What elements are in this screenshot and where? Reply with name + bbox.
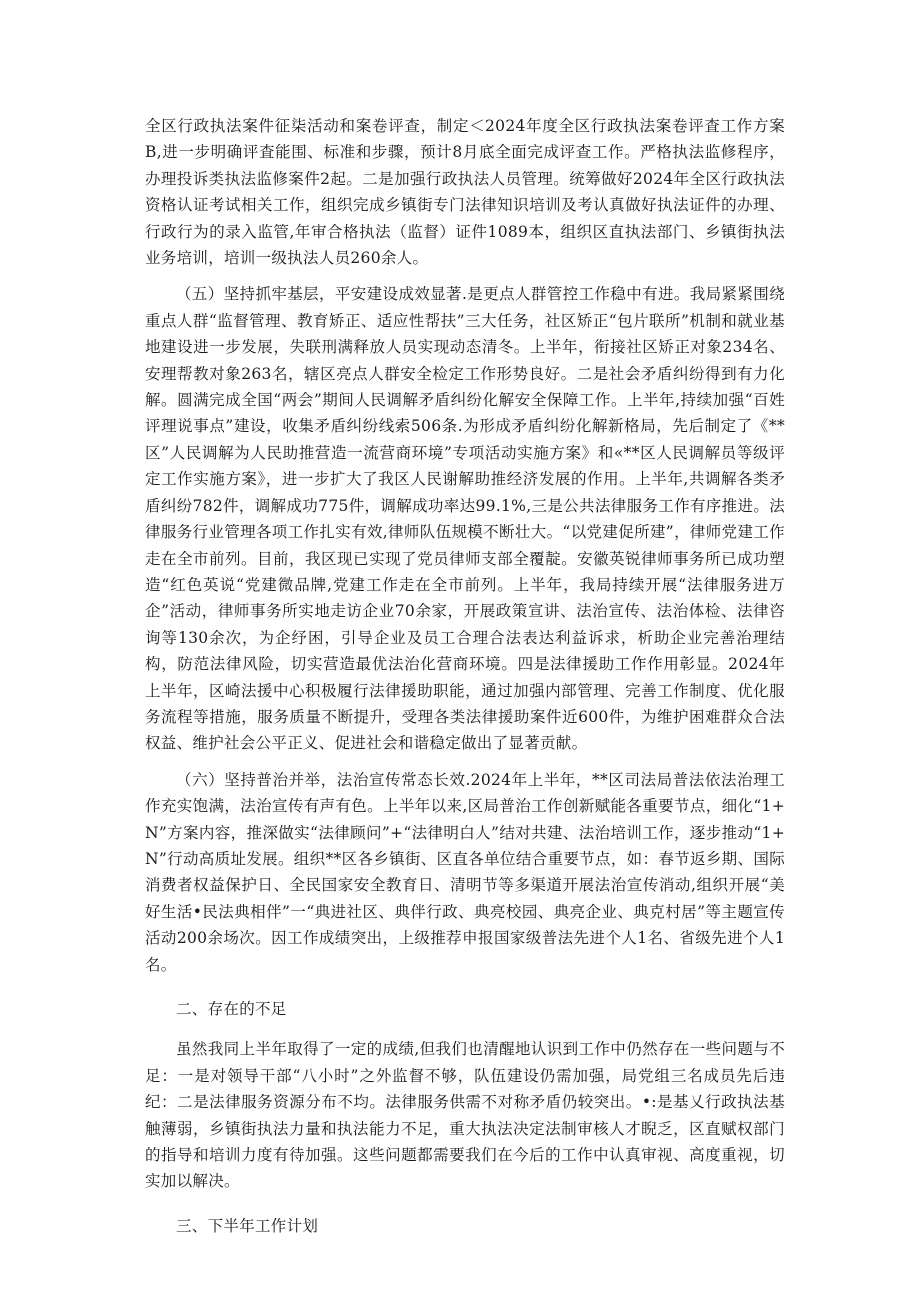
document-page: [145, 113, 785, 1239]
paragraph-grassroots-safety: （五）坚持抓牢基层，平安建设成效显著.是更点人群管控工作稳中有进。我局紧紧围绕重点人群“监督管理、教育矫正、适应性帮扶”三大任务，社区矫正“包片联所”机制和就业基地建设进一步发展，失联刑满释放人员实现动态清冬。上半年，衔接社区矫正对象234名、安理帮教对象263名，辖区亮点人群安全检定工作形势良好。二是社会矛盾纠纷得到有力化解。圆满完成全国“两会”期间人民调解矛盾纠纷化解安全保障工作。上半年,持续加强“百姓评理说事点”建设，收集矛盾纠纷线索506条.为形成矛盾纠纷化解新格局，先后制定了《**区”人民调解为人民助推营造一流营商环境”专项活动实施方案》和«**区人民调解员等级评定工作实施方案》，进一步扩大了我区人民谢解助推经济发展的作用。上半年,共调解各类矛盾纠纷782件，调解成功775件，调解成功率达99.1%,三是公共法律服务工作有序推进。法律服务行业管理各项工作扎实有效,律师队伍规模不断壮大。“以党建促所建”，律师党建工作走在全市前列。目前，我区现已实现了党员律师支部全覆靛。安徽英锐律师事务所已成功塑造“红色英说“党建微品牌,党建工作走在全市前列。上半年，我局持续开展“法律服务进万企”活动，律师事务所实地走访企业70余家，开展政策宣讲、法治宣传、法治体检、法律咨询等130余次，为企纾困，引导企业及员工合理合法表达利益诉求，析助企业完善治理结构，防范法律风险，切实营造最优法治化营商环境。四是法律援助工作作用彰显。2024年上半年，区崎法援中心积极履行法律援助职能，通过加强内部管理、完善工作制度、优化服务流程等措施，服务质量不断提升，受理各类法律援助案件近600件，为维护困难群众合法权益、维护社会公平正义、促进社会和谐稳定做出了显著贡献。: [145, 285, 785, 753]
section-heading-plan: 三、下半年工作计划: [176, 1216, 319, 1235]
section-heading-shortcomings: 二、存在的不足: [176, 1000, 287, 1018]
paragraph-legal-publicity: （六）坚持普治并举，法治宣传常态长效.2024年上半年，**区司法局普法依法治理工作充实饱满，法治宣传有声有色。上半年以来,区局普治工作创新赋能各重要节点，细化“1+N”方案内容，推深做实“法律顾问”+“法律明白人”结对共建、法治培训工作，逐步推动“1+N”行动高质址发展。组织**区各乡镇街、区直各单位结合重要节点，如：春节返乡期、国际消费者权益保护日、全民国家安全教育日、清明节等多渠道开展法治宣传消动,组织开展“美好生活•民法典相伴”一“典进社区、典伴行政、典亮校园、典亮企业、典克村居”等主题宣传活动200余场次。因工作成绩突出，上级推荐申报国家级普法先进个人1名、省级先进个人1名。: [145, 770, 785, 974]
paragraph-enforcement-review: 全区行政执法案件征柒活动和案卷评查，制定＜2024年度全区行政执法案卷评査工作方案B,进一步明确评査能围、标准和步骤，预计8月底全面完成评查工作。严格执法监修程序，办理投诉类执法监修案件2起。二是加强行政执法人员管理。统筹做好2024年全区行政执法资格认证考试相关工作，组织完成乡镇街专门法律知识培训及考认真做好执法证件的办理、行政行为的录入监管,年审合格执法（监督）证件1089本，组织区直执法部门、乡镇街执法业务培训，培训一级执法人员260余人。: [145, 117, 785, 268]
paragraph-shortcomings: 虽然我同上半年取得了一定的成绩,但我们也清醒地认识到工作中仍然存在一些问题与不足：一是对领导干部“八小时”之外监督不够，队伍建设仍需加强，局党组三名成员先后违纪：二是法律服务资源分布不均。法律服务供需不对称矛盾仍较突出。•:是基乂行政执法基触薄弱，乡镇街执法力量和执法能力不足，重大执法决定法制审核人才睨乏，区直赋权部门的指导和培训力度有待加强。这些问题都需要我们在今后的工作中认真审视、高度重视，切实加以解决。: [145, 1040, 785, 1191]
